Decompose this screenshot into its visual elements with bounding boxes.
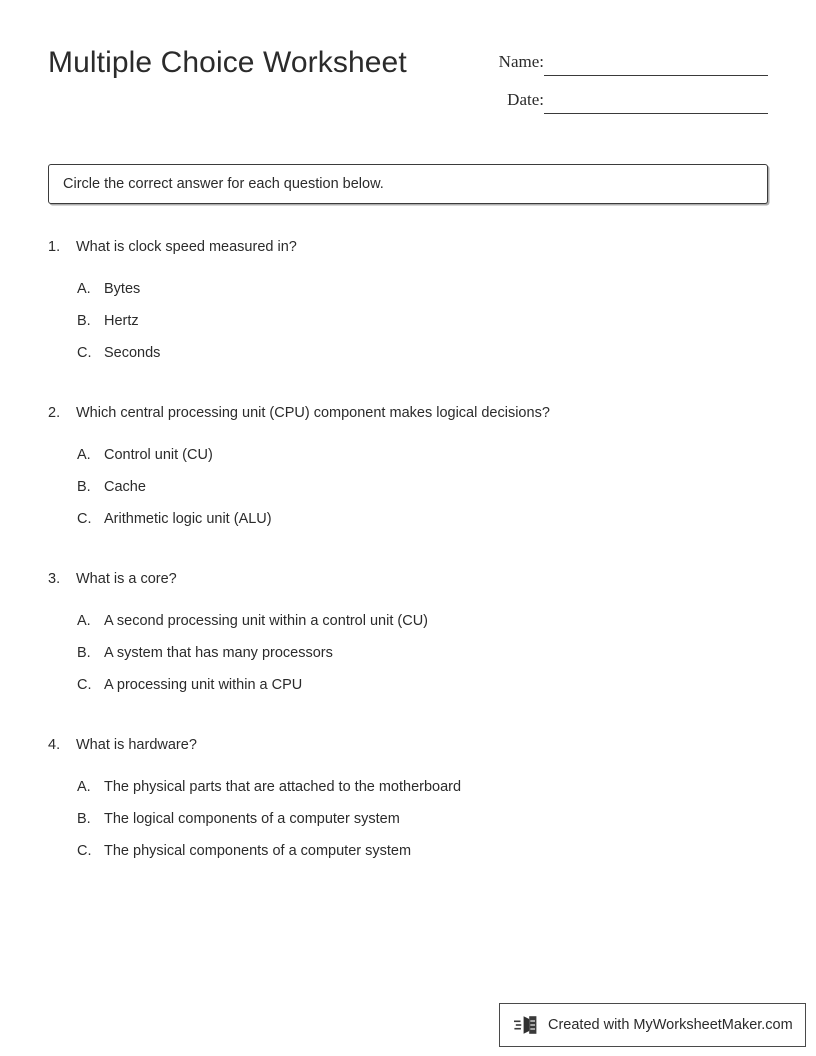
option-row[interactable] xyxy=(77,310,768,342)
name-field-label: Name: xyxy=(498,52,544,71)
instruction-box xyxy=(48,164,768,204)
option-row[interactable] xyxy=(77,342,768,374)
option-row[interactable] xyxy=(77,476,768,508)
option-list xyxy=(48,610,768,706)
question-block xyxy=(48,568,768,706)
option-text: Arithmetic logic unit (ALU) xyxy=(104,511,272,527)
option-row[interactable] xyxy=(77,808,768,840)
date-field-label: Date: xyxy=(507,90,544,109)
option-list xyxy=(48,444,768,540)
option-text: Control unit (CU) xyxy=(104,447,213,463)
option-letter: C. xyxy=(77,677,92,693)
question-text: What is a core? xyxy=(76,571,177,587)
option-text: Hertz xyxy=(104,313,139,329)
question-stem xyxy=(48,236,768,258)
questions-list xyxy=(48,236,768,900)
option-letter: A. xyxy=(77,447,91,463)
question-block xyxy=(48,236,768,374)
option-text: The physical components of a computer system xyxy=(104,843,412,859)
date-field-input-line[interactable] xyxy=(544,113,768,114)
footer-attribution-text: Created with MyWorksheetMaker.com xyxy=(548,1017,793,1033)
question-block xyxy=(48,402,768,540)
option-letter: B. xyxy=(77,479,91,495)
option-letter: C. xyxy=(77,843,92,859)
option-list xyxy=(48,278,768,374)
instruction-text: Circle the correct answer for each question below. xyxy=(63,176,384,192)
option-text: Cache xyxy=(104,479,146,495)
option-row[interactable] xyxy=(77,674,768,706)
question-stem xyxy=(48,734,768,756)
question-number: 3. xyxy=(48,571,61,587)
option-letter: B. xyxy=(77,313,91,329)
question-stem xyxy=(48,402,768,424)
footer-attribution-badge[interactable] xyxy=(499,1003,806,1047)
option-row[interactable] xyxy=(77,508,768,540)
option-letter: B. xyxy=(77,645,91,661)
date-field-row xyxy=(468,88,768,126)
option-letter: A. xyxy=(77,281,91,297)
option-letter: A. xyxy=(77,779,91,795)
worksheet-header xyxy=(48,44,768,122)
page-title: Multiple Choice Worksheet xyxy=(48,46,407,79)
option-letter: A. xyxy=(77,613,91,629)
option-row[interactable] xyxy=(77,840,768,872)
option-row[interactable] xyxy=(77,642,768,674)
question-number: 4. xyxy=(48,737,61,753)
option-text: Bytes xyxy=(104,281,141,297)
question-text: What is clock speed measured in? xyxy=(76,239,297,255)
option-row[interactable] xyxy=(77,278,768,310)
question-block xyxy=(48,734,768,872)
option-text: The physical parts that are attached to the motherboard xyxy=(104,779,462,795)
question-text: Which central processing unit (CPU) component makes logical decisions? xyxy=(76,405,550,421)
option-text: Seconds xyxy=(104,345,161,361)
option-letter: C. xyxy=(77,345,92,361)
option-row[interactable] xyxy=(77,776,768,808)
option-letter: B. xyxy=(77,811,91,827)
question-number: 2. xyxy=(48,405,61,421)
option-row[interactable] xyxy=(77,610,768,642)
name-field-row xyxy=(468,50,768,88)
option-letter: C. xyxy=(77,511,92,527)
option-text: A system that has many processors xyxy=(104,645,333,661)
worksheet-maker-logo-icon xyxy=(514,1013,540,1037)
student-info-fields xyxy=(468,50,768,126)
name-field-input-line[interactable] xyxy=(544,75,768,76)
question-text: What is hardware? xyxy=(76,737,197,753)
option-text: A second processing unit within a control unit (CU) xyxy=(104,613,428,629)
question-number: 1. xyxy=(48,239,61,255)
question-stem xyxy=(48,568,768,590)
option-text: A processing unit within a CPU xyxy=(104,677,303,693)
option-row[interactable] xyxy=(77,444,768,476)
option-list xyxy=(48,776,768,872)
option-text: The logical components of a computer system xyxy=(104,811,400,827)
